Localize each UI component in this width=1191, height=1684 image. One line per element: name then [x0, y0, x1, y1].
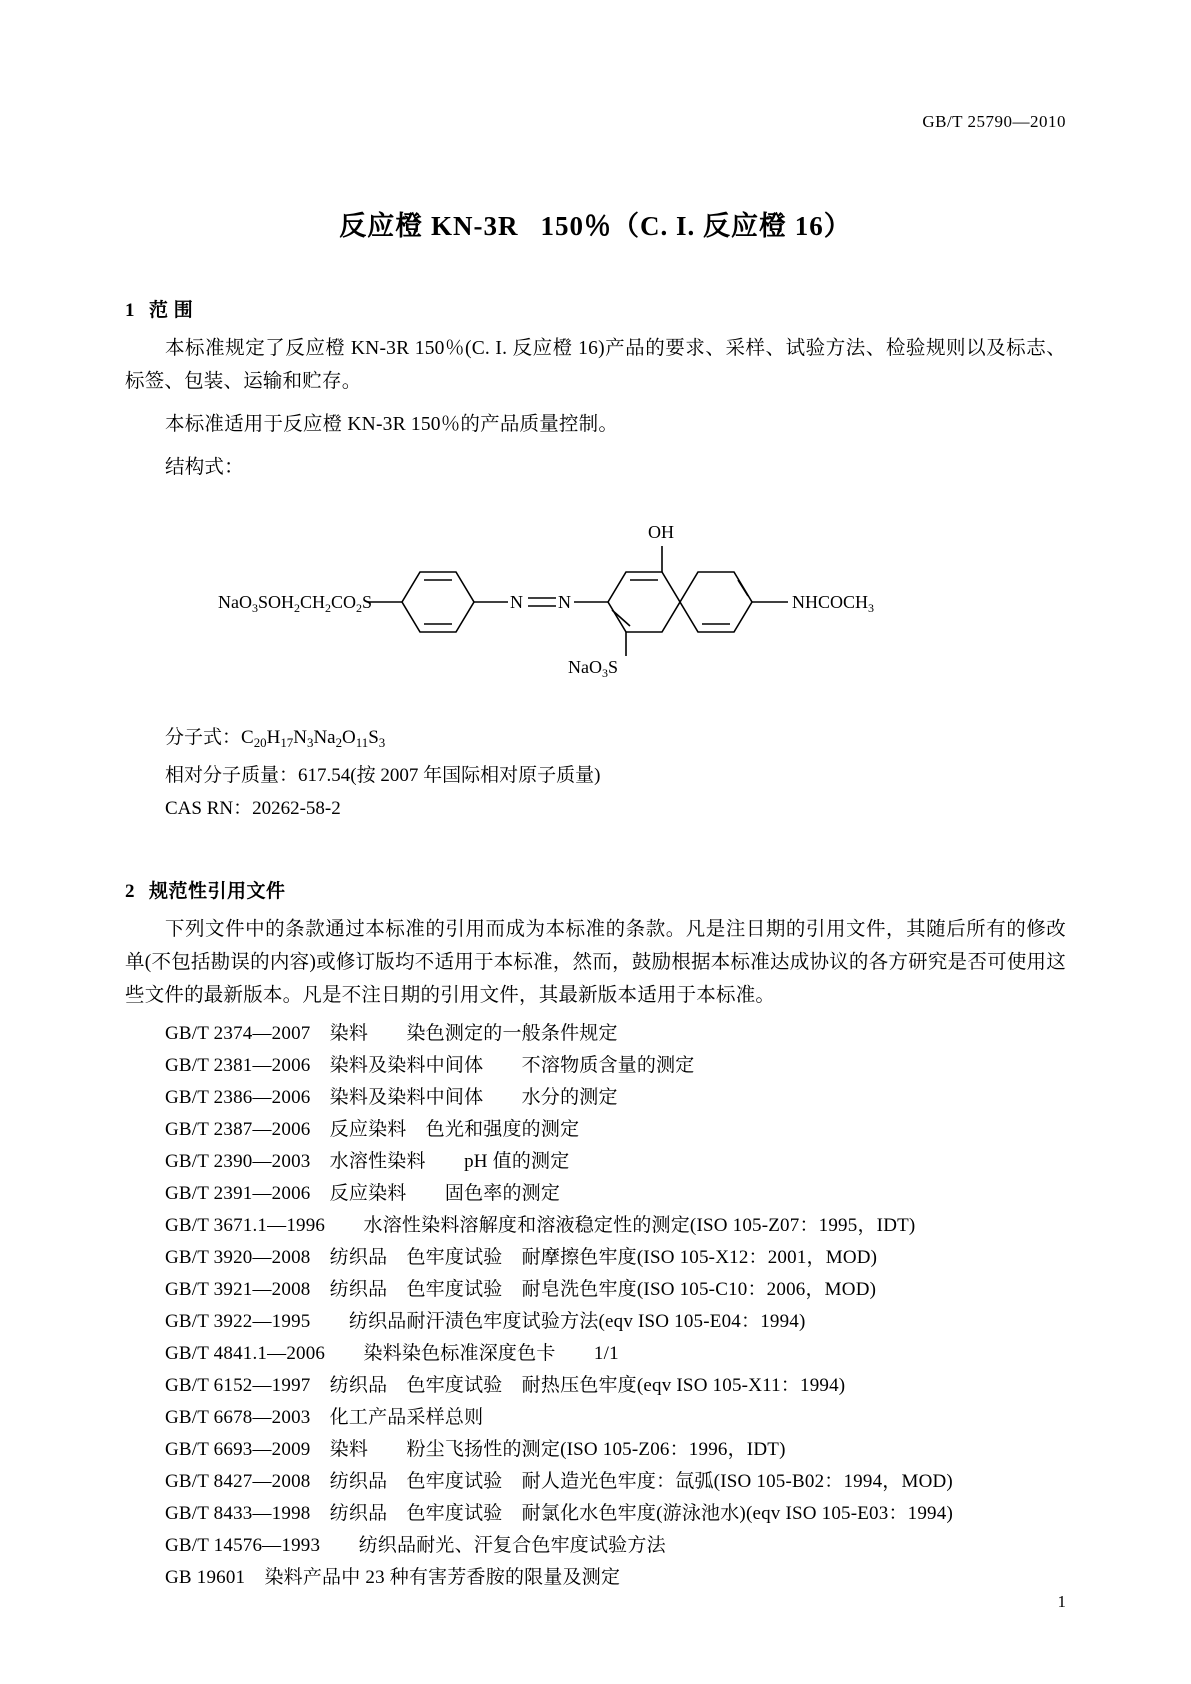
sulfonate-label: NaO$_3$S: [567, 657, 618, 680]
list-item: GB/T 6693—2009 染料 粉尘飞扬性的测定(ISO 105-Z06：1996，IDT): [165, 1439, 786, 1461]
section-heading-scope: [125, 295, 1066, 322]
list-item: GB/T 3921—2008 纺织品 色牢度试验 耐皂洗色牢度(ISO 105-C10：2006，MOD): [165, 1279, 877, 1301]
section-label: 规范性引用文件: [149, 881, 286, 903]
relative-molecular-mass: 相对分子质量：617.54(按 2007 年国际相对原子质量): [165, 765, 601, 787]
reference-list: [125, 1018, 1066, 1594]
left-substituent-label: $NaO_3SOH_2CH_2CO_2S$: [217, 592, 372, 615]
azo-nitrogen-1: N: [509, 592, 523, 612]
list-item: GB/T 2391—2006 反应染料 固色率的测定: [165, 1183, 561, 1205]
list-item: GB/T 6678—2003 化工产品采样总则: [165, 1407, 484, 1429]
list-item: GB/T 3920—2008 纺织品 色牢度试验 耐摩擦色牢度(ISO 105-X12：2001，MOD): [165, 1247, 878, 1269]
formula-block: [125, 722, 1066, 824]
list-item: GB 19601 染料产品中 23 种有害芳香胺的限量及测定: [165, 1567, 621, 1589]
list-item: GB/T 2374—2007 染料 染色测定的一般条件规定: [165, 1023, 618, 1045]
molecular-formula-label: 分子式：: [165, 727, 242, 748]
list-item: GB/T 6152—1997 纺织品 色牢度试验 耐热压色牢度(eqv ISO 105-X11：1994): [165, 1375, 846, 1397]
list-item: GB/T 3922—1995 纺织品耐汗渍色牢度试验方法(eqv ISO 105-E04：1994): [165, 1311, 806, 1333]
molecular-formula-value: $C_{20}H_{17}N_3Na_2O_{11}S_3$: [241, 727, 386, 751]
page-header: GB/T 25790—2010: [922, 112, 1066, 131]
scope-paragraph-2: 本标准适用于反应橙 KN-3R 150％的产品质量控制。: [165, 414, 619, 435]
section-number: 2: [125, 881, 135, 903]
references-intro: 下列文件中的条款通过本标准的引用而成为本标准的条款。凡是注日期的引用文件，其随后所有的修改单(不包括勘误的内容)或修订版均不适用于本标准，然而，鼓励根据本标准达成协议的各方研究是否可使用这些文件的最新版本。凡是不注日期的引用文件，其最新版本适用于本标准。: [125, 919, 1066, 1007]
section-label: 范 围: [149, 300, 194, 321]
section-heading-references: [125, 876, 1066, 903]
list-item: GB/T 4841.1—2006 染料染色标准深度色卡 1/1: [165, 1343, 619, 1365]
amide-label: $NHCOCH_3$: [791, 592, 874, 615]
list-item: GB/T 2386—2006 染料及染料中间体 水分的测定: [165, 1087, 618, 1109]
title-main: 反应橙 KN-3R: [339, 211, 519, 241]
chemical-structure-diagram: [125, 510, 1066, 710]
page-number: 1: [1057, 1592, 1066, 1611]
page-title: [125, 204, 1066, 243]
list-item: GB/T 2387—2006 反应染料 色光和强度的测定: [165, 1119, 580, 1141]
cas-registry-number: CAS RN：20262-58-2: [165, 798, 341, 820]
scope-paragraph-1: 本标准规定了反应橙 KN-3R 150％(C. I. 反应橙 16)产品的要求、采样、试验方法、检验规则以及标志、标签、包装、运输和贮存。: [125, 338, 1066, 392]
section-number: 1: [125, 300, 135, 321]
azo-nitrogen-2: N: [557, 592, 571, 612]
title-sub: 150％（C. I. 反应橙 16）: [540, 211, 852, 241]
scope-paragraph-3: 结构式：: [165, 457, 244, 478]
list-item: GB/T 2381—2006 染料及染料中间体 不溶物质含量的测定: [165, 1055, 695, 1077]
list-item: GB/T 8433—1998 纺织品 色牢度试验 耐氯化水色牢度(游泳池水)(eqv ISO 105-E03：1994): [165, 1503, 953, 1525]
list-item: GB/T 2390—2003 水溶性染料 pH 值的测定: [165, 1151, 570, 1173]
hydroxyl-label: OH: [647, 522, 674, 542]
list-item: GB/T 3671.1—1996 水溶性染料溶解度和溶液稳定性的测定(ISO 105-Z07：1995，IDT): [165, 1215, 916, 1237]
molecular-formula-line: [165, 722, 1066, 758]
list-item: GB/T 14576—1993 纺织品耐光、汗复合色牢度试验方法: [165, 1535, 666, 1557]
structure-svg: [216, 510, 976, 695]
list-item: GB/T 8427—2008 纺织品 色牢度试验 耐人造光色牢度：氙弧(ISO 105-B02：1994，MOD): [165, 1471, 953, 1493]
